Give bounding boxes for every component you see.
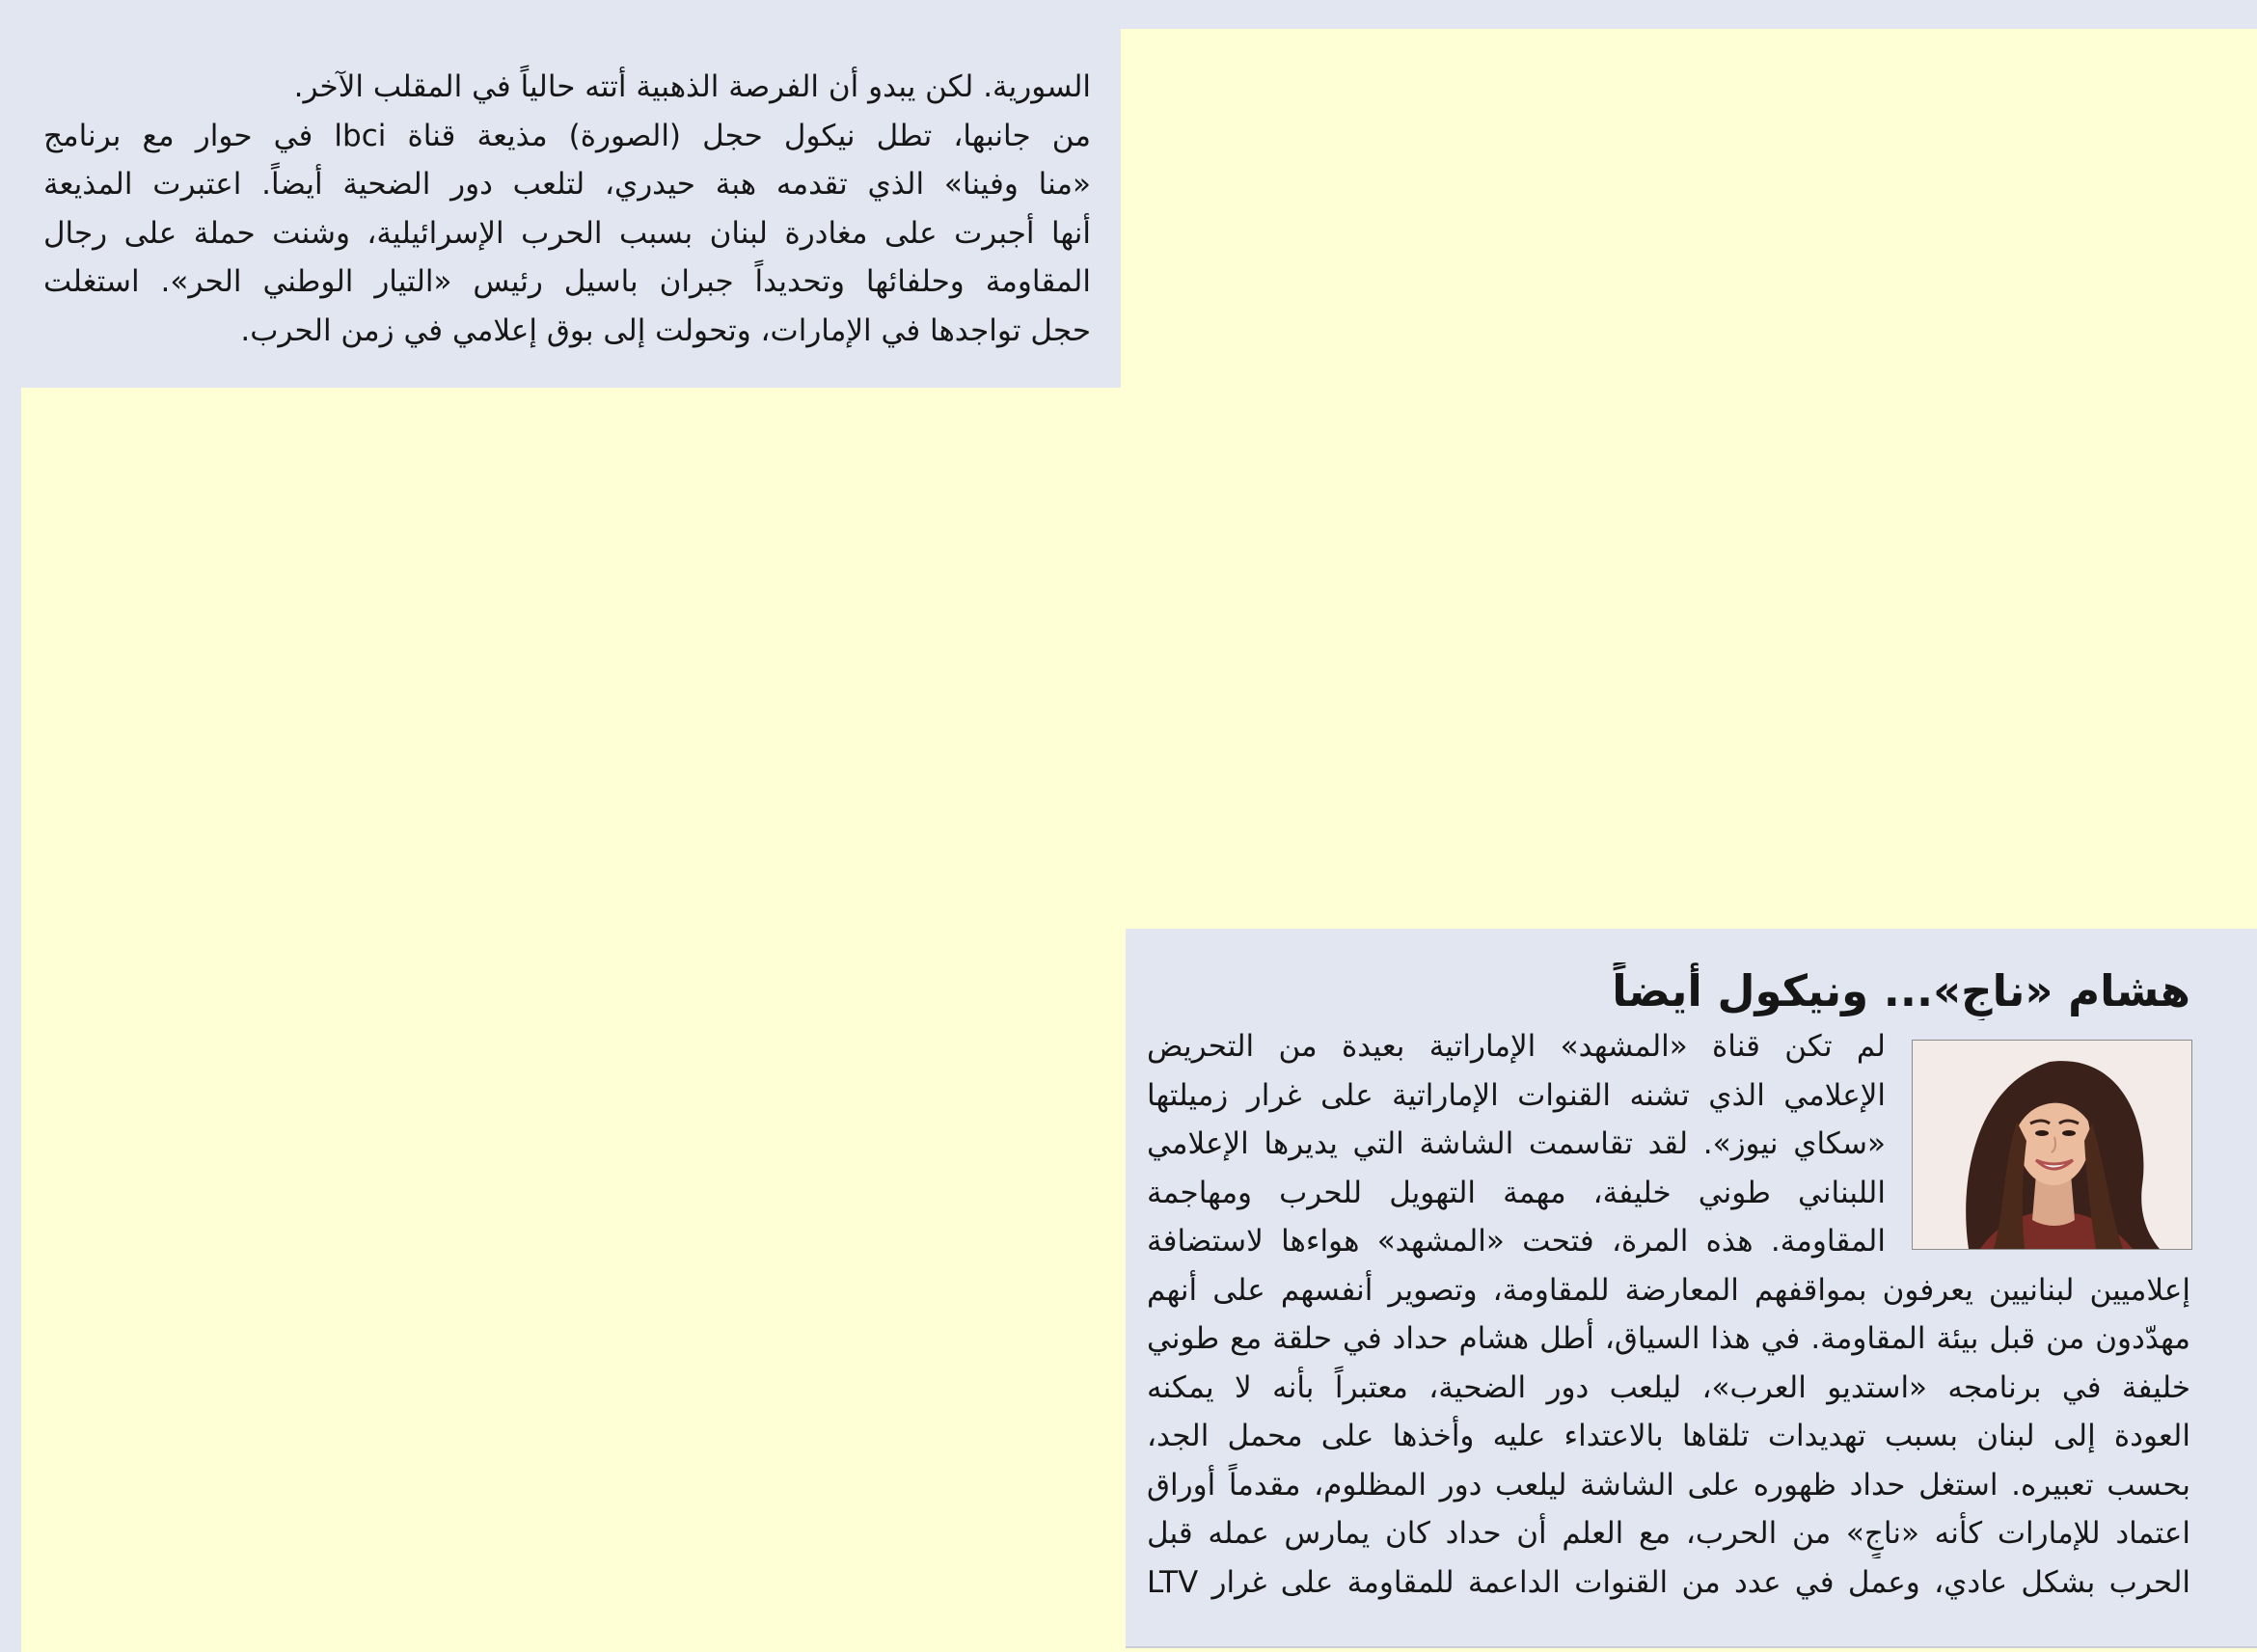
side-article-panel	[1126, 929, 2257, 1648]
article-text-line: الإعلامي الذي تشنه القنوات الإماراتية على غرار زميلتها	[1147, 1077, 1886, 1113]
article-text-line: بحسب تعبيره. استغل حداد ظهوره على الشاشة ليلعب دور المظلوم، مقدماً أوراق	[1147, 1467, 2190, 1503]
continued-article-text	[43, 63, 1091, 355]
article-text-line: لم تكن قناة «المشهد» الإماراتية بعيدة من التحريض	[1147, 1029, 1886, 1064]
woman-portrait-photo	[1912, 1040, 2192, 1250]
portrait-icon	[1913, 1041, 2191, 1249]
article-text-line: أنها أجبرت على مغادرة لبنان بسبب الحرب الإسرائيلية، وشنت حملة على رجال	[43, 215, 1091, 251]
article-text-line: حجل تواجدها في الإمارات، وتحولت إلى بوق إعلامي في زمن الحرب.	[240, 312, 1091, 348]
article-text-line: السورية. لكن يبدو أن الفرصة الذهبية أتته حالياً في المقلب الآخر.	[293, 69, 1091, 104]
side-article-text-beside-photo	[1147, 1022, 1886, 1266]
left-eye	[2035, 1130, 2049, 1136]
article-text-line: خليفة في برنامجه «استديو العرب»، ليلعب دور الضحية، معتبراً بأنه لا يمكنه	[1147, 1369, 2190, 1405]
article-text-line: إعلاميين لبنانيين يعرفون بمواقفهم المعارضة للمقاومة، وتصوير أنفسهم على أنهم	[1147, 1272, 2190, 1308]
article-text-line: المقاومة. هذه المرة، فتحت «المشهد» هواءها لاستضافة	[1147, 1224, 1886, 1259]
side-article-headline: هشام «ناجٍ»... ونيكول أيضاً	[1612, 965, 2190, 1016]
continued-article-panel	[0, 0, 1121, 388]
article-text-line: المقاومة وحلفائها وتحديداً جبران باسيل رئيس «التيار الوطني الحر». استغلت	[43, 264, 1091, 299]
article-text-line: اللبناني طوني خليفة، مهمة التهويل للحرب ومهاجمة	[1147, 1175, 1886, 1210]
article-text-line: الحرب بشكل عادي، وعمل في عدد من القنوات الداعمة للمقاومة على غرار LTV	[1147, 1564, 2190, 1600]
side-article-text-full-width	[1147, 1266, 2190, 1608]
right-eye	[2062, 1130, 2076, 1136]
article-text-line: اعتماد للإمارات كأنه «ناجٍ» من الحرب، مع العلم أن حداد كان يمارس عمله قبل	[1147, 1516, 2190, 1551]
article-text-line: «سكاي نيوز». لقد تقاسمت الشاشة التي يديرها الإعلامي	[1147, 1126, 1886, 1161]
article-text-line: «منا وفينا» الذي تقدمه هبة حيدري، لتلعب دور الضحية أيضاً. اعتبرت المذيعة	[43, 167, 1091, 202]
article-text-line: العودة إلى لبنان بسبب تهديدات تلقاها بالاعتداء عليه وأخذها على محمل الجد،	[1147, 1419, 2190, 1453]
article-text-line: مهدّدون من قبل بيئة المقاومة. في هذا السياق، أطل هشام حداد في حلقة مع طوني	[1147, 1321, 2190, 1356]
article-text-line: من جانبها، تطل نيكول حجل (الصورة) مذيعة قناة lbci في حوار مع برنامج	[43, 118, 1091, 153]
